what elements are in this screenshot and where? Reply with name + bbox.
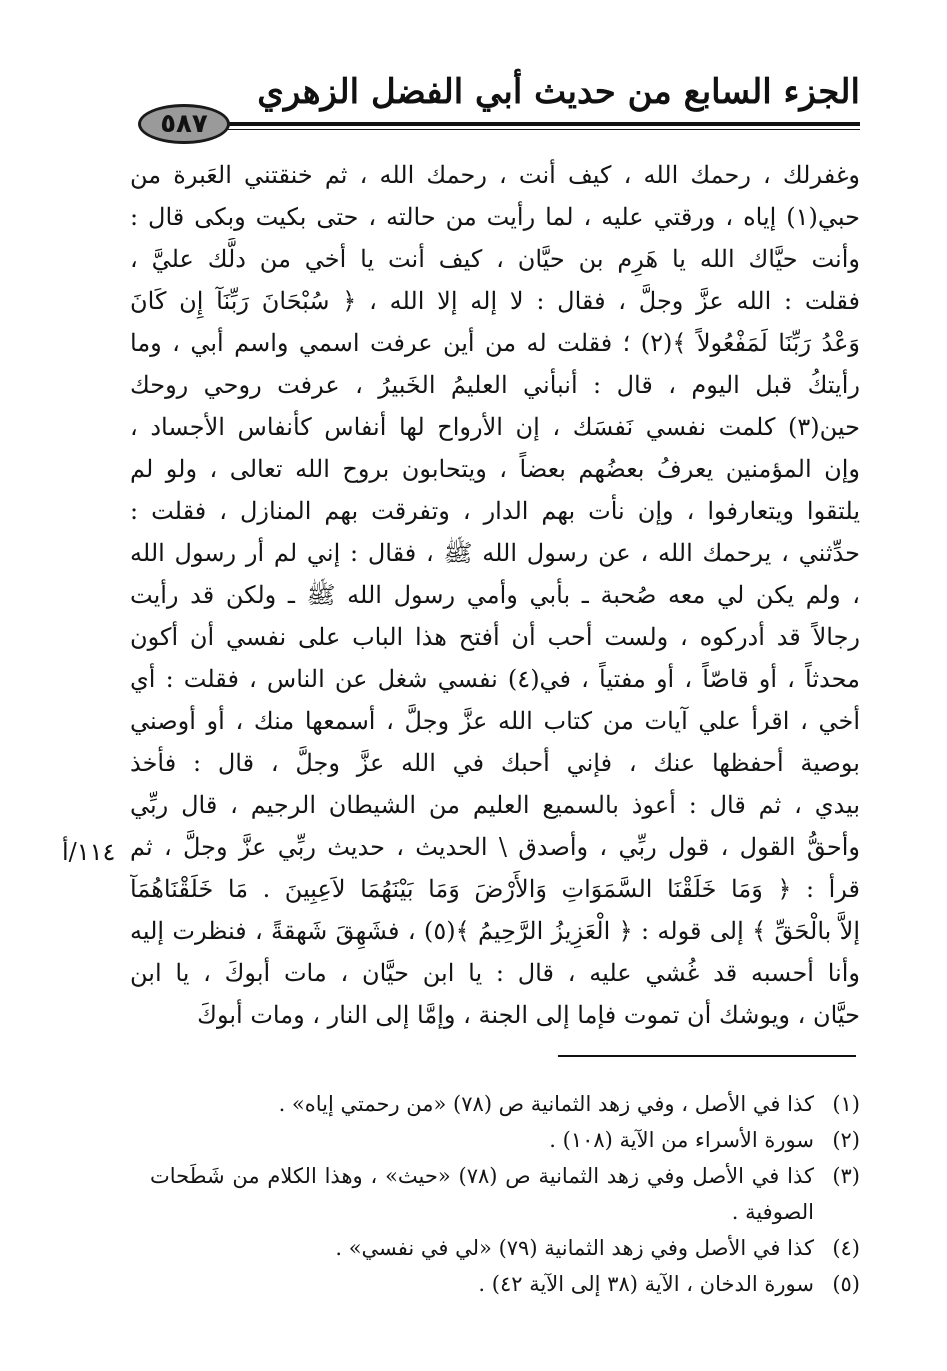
footnotes (150, 1086, 860, 1302)
footnote-text: سورة الأسراء من الآية (١٠٨) . (549, 1128, 814, 1152)
text-line: أخي ، اقرأ علي آيات من كتاب الله عزَّ وجلَّ ، أسمعها منك ، أو أوصني (130, 707, 860, 735)
footnote-text: كذا في الأصل وفي زهد الثمانية ص (٧٨) «حيث» ، وهذا الكلام من شَطَحات الصوفية . (150, 1164, 814, 1224)
footnote-number: (٥) (832, 1272, 860, 1296)
text-line: وأحقُّ القول ، قول ربِّي ، وأصدق \ الحديث ، حديث ربِّي عزَّ وجلَّ ، ثم (130, 833, 860, 861)
running-header (150, 60, 860, 140)
text-line: إلاَّ بالْحَقِّ ﴾ إلى قوله : ﴿ الْعَزِيزُ الرَّحِيمُ ﴾(٥) ، فشَهِقَ شَهقةً ، فنظرت إليه (130, 917, 860, 945)
text-line: رجالاً قد أدركوه ، ولست أحب أن أفتح هذا الباب على نفسي أن أكون (130, 623, 860, 651)
footnote (150, 1266, 860, 1302)
header-rule (220, 122, 860, 126)
footnote-text: كذا في الأصل ، وفي زهد الثمانية ص (٧٨) «من رحمتي إياه» . (278, 1092, 814, 1116)
footnote-text: سورة الدخان ، الآية (٣٨ إلى الآية ٤٢) . (478, 1272, 814, 1296)
footnote-text: كذا في الأصل وفي زهد الثمانية (٧٩) «لي في نفسي» . (335, 1236, 814, 1260)
text-line: محدثاً ، أو قاصّاً ، أو مفتياً ، في(٤) نفسي شغل عن الناس ، فقلت : أي (130, 665, 860, 693)
footnote-number: (٤) (832, 1236, 860, 1260)
text-line: حدِّثني ، يرحمك الله ، عن رسول الله ﷺ ، فقال : إني لم أر رسول الله (130, 539, 860, 567)
main-text (130, 154, 860, 1036)
footnote (150, 1230, 860, 1266)
text-line: وأنت حيَّاك الله يا هَرِم بن حيَّان ، كيف أنت يا أخي من دلَّك عليَّ ، (130, 245, 860, 273)
footnote-separator (558, 1055, 856, 1057)
footnote (150, 1086, 860, 1122)
text-line: وإن المؤمنين يعرفُ بعضُهم بعضاً ، ويتحابون بروح الله تعالى ، ولو لم (130, 455, 860, 483)
text-line: بيدي ، ثم قال : أعوذ بالسميع العليم من الشيطان الرجيم ، قال ربِّي (130, 791, 860, 819)
text-line: حبي(١) إياه ، ورقتي عليه ، لما رأيت من حالته ، حتى بكيت وبكى قال : (130, 203, 860, 231)
text-line: وَعْدُ رَبِّنَا لَمَفْعُولاً ﴾(٢) ؛ فقلت له من أين عرفت اسمي واسم أبي ، وما (130, 329, 860, 357)
text-line: رأيتكُ قبل اليوم ، قال : أنبأني العليمُ الخَبيرُ ، عرفت روحي روحك (130, 371, 860, 399)
text-line: وأنا أحسبه قد غُشي عليه ، قال : يا ابن حيَّان ، مات أبوكَ ، يا ابن (130, 959, 860, 987)
text-line: حين(٣) كلمت نفسي نَفسَك ، إن الأرواح لها أنفاس كأنفاس الأجساد ، (130, 413, 860, 441)
text-line: حيَّان ، ويوشك أن تموت فإما إلى الجنة ، وإمَّا إلى النار ، ومات أبوكَ (197, 1001, 860, 1029)
text-line: بوصية أحفظها عنك ، فإني أحبك في الله عزَّ وجلَّ ، قال : فأخذ (130, 749, 860, 777)
text-line: فقلت : الله عزَّ وجلَّ ، فقال : لا إله إلا الله ، ﴿ سُبْحَانَ رَبِّنَآ إِن كَانَ (130, 287, 860, 315)
manuscript-folio-note: ١١٤/أ (62, 838, 116, 866)
text-line: قرأ : ﴿ وَمَا خَلَقْنَا السَّمَوَاتِ وَالأَرْضَ وَمَا بَيْنَهُمَا لاَعِبِينَ . مَا خَلَقْنَاهُمَآ (130, 875, 860, 903)
footnote (150, 1122, 860, 1158)
text-line: وغفرلك ، رحمك الله ، كيف أنت ، رحمك الله ، ثم خنقتني العَبرة من (130, 161, 860, 189)
footnote-number: (٢) (832, 1128, 860, 1152)
footnote-number: (٣) (832, 1164, 860, 1188)
text-line: ، ولم يكن لي معه صُحبة ـ بأبي وأمي رسول الله ﷺ ـ ولكن قد رأيت (130, 581, 860, 609)
text-line: يلتقوا ويتعارفوا ، وإن نأت بهم الدار ، وتفرقت بهم المنازل ، فقلت : (130, 497, 860, 525)
footnote (150, 1158, 860, 1230)
footnote-number: (١) (832, 1092, 860, 1116)
page-number: ٥٨٧ (138, 104, 230, 144)
header-rule-thin (220, 129, 860, 130)
running-title: الجزء السابع من حديث أبي الفضل الزهري (257, 72, 860, 112)
